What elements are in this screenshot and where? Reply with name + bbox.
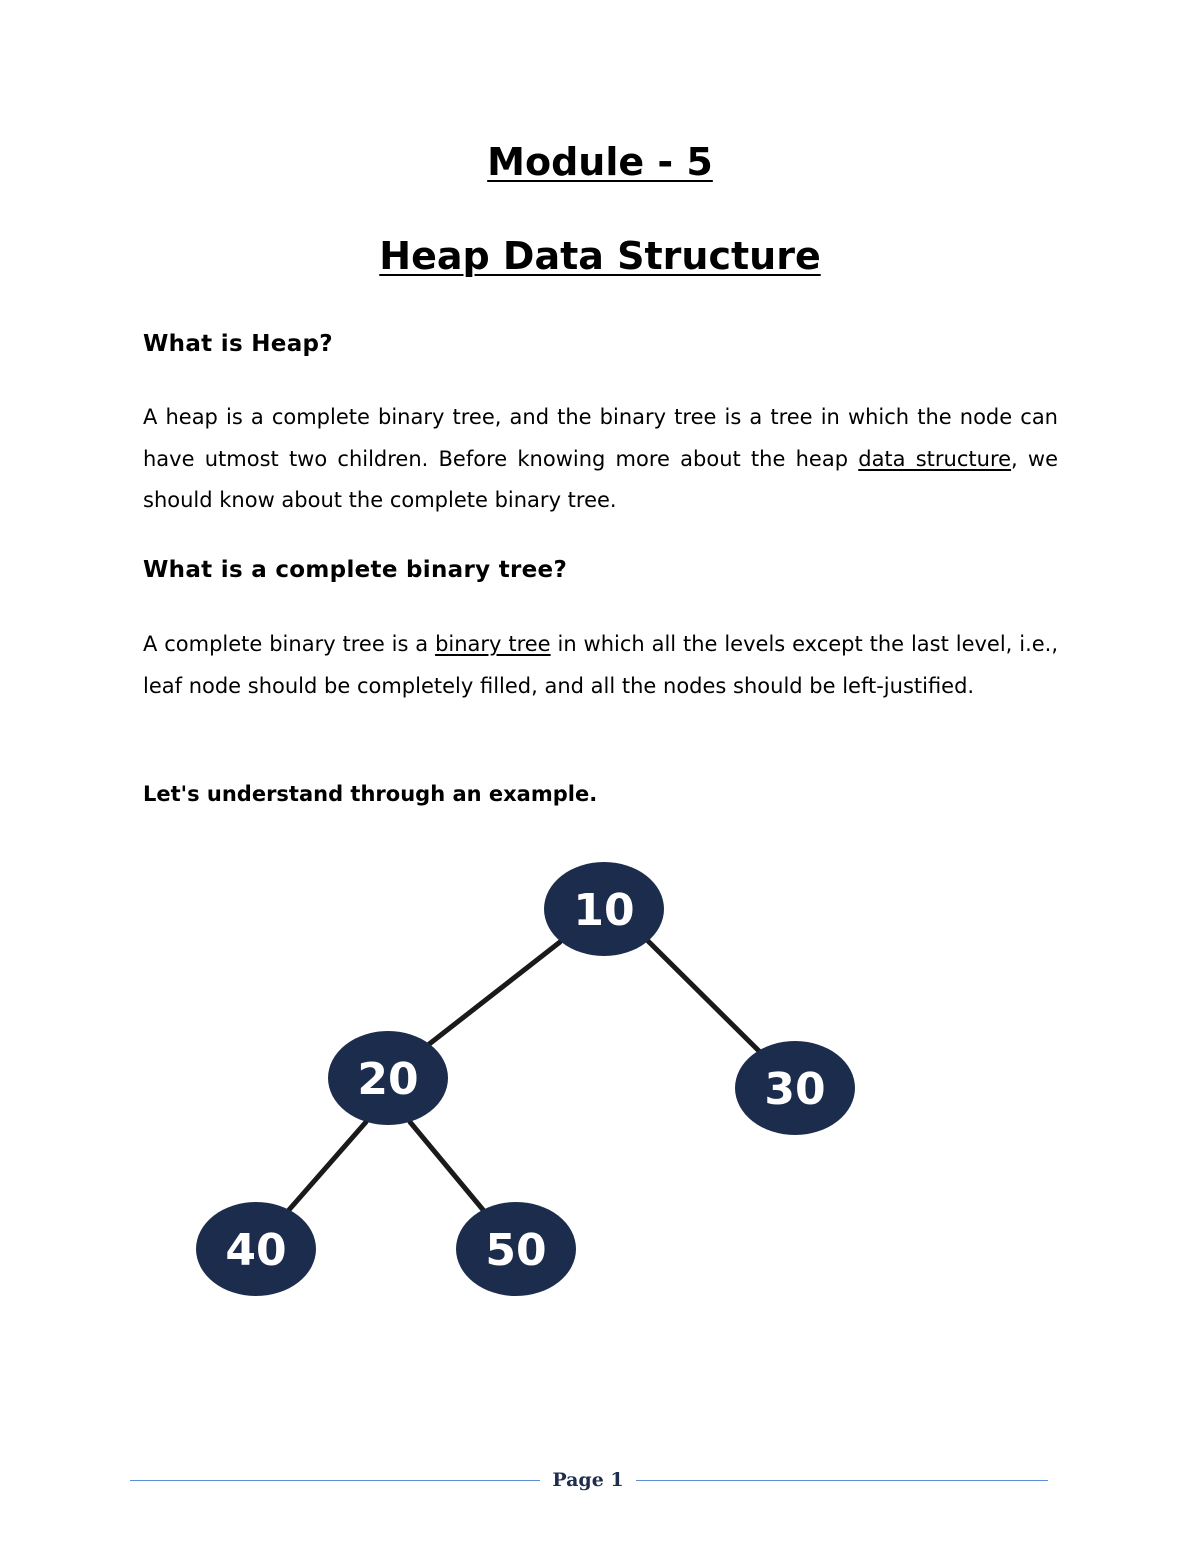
tree-node-label: 40 [225,1225,287,1276]
paragraph-text: in which all the levels except the last level, i.e., leaf node should be completely filled, and all the nodes should be left-justified. [143,632,1059,698]
tree-node-10 [544,862,664,956]
tree-edge-20-40 [288,1122,366,1211]
tree-node-label: 30 [764,1064,826,1115]
paragraph-text: A heap is a complete binary tree, and the binary tree is a tree in which the node can have utmost two children. Before knowing more about the heap [143,405,1058,471]
tree-edge-10-30 [648,941,760,1052]
tree-node-50 [456,1202,576,1296]
footer-rule-left [130,1480,540,1481]
page-number: Page 1 [552,1469,624,1491]
section-heading-complete-binary-tree: What is a complete binary tree? [143,557,568,583]
binary-tree-link[interactable]: binary tree [435,632,551,656]
tree-edge-10-20 [428,942,560,1045]
page-title: Heap Data Structure [379,234,821,278]
paragraph-text: A complete binary tree is a [143,632,436,656]
tree-node-30 [735,1041,855,1135]
section-heading-what-is-heap: What is Heap? [143,331,333,357]
tree-node-label: 20 [357,1054,419,1105]
tree-edge-20-50 [410,1122,484,1211]
example-label: Let's understand through an example. [143,782,598,806]
tree-node-40 [196,1202,316,1296]
module-title: Module - 5 [487,140,713,184]
tree-node-label: 10 [573,885,635,936]
footer-rule-right [636,1480,1048,1481]
data-structure-link[interactable]: data structure [858,446,1012,471]
tree-node-20 [328,1031,448,1125]
paragraph-text: , we should know about the complete binary tree. [143,446,1059,512]
tree-node-label: 50 [485,1225,547,1276]
